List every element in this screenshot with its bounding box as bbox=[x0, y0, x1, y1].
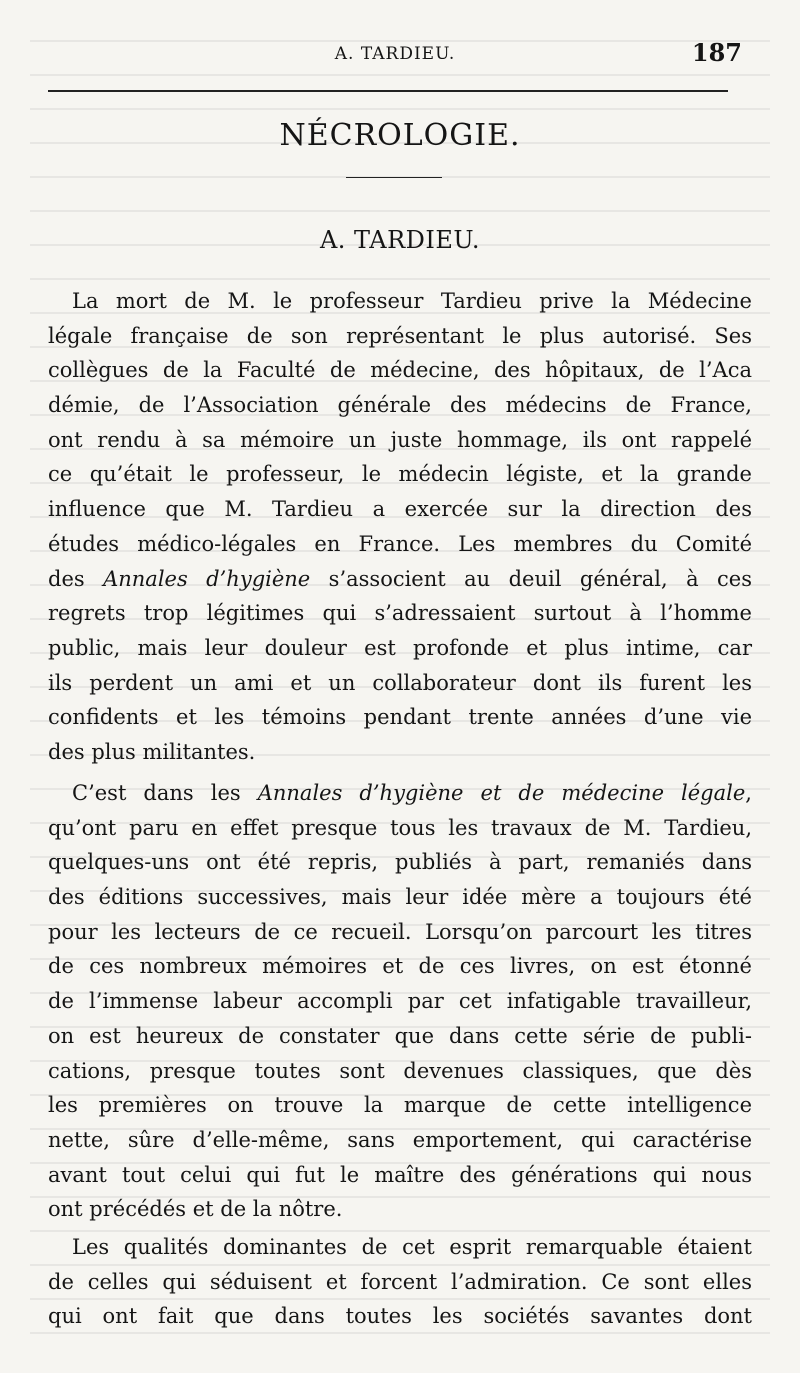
text-line: on est heureux de constater que dans cette série de publi- bbox=[48, 1023, 752, 1048]
text-line: confidents et les témoins pendant trente années d’une vie bbox=[48, 705, 752, 730]
running-title: A. TARDIEU. bbox=[334, 44, 456, 64]
text-line-italic-journal: des Annales d’hygiène s’associent au deuil général, à ces bbox=[48, 566, 752, 591]
text-line: La mort de M. le professeur Tardieu prive la Médecine bbox=[72, 289, 752, 313]
text-line-italic-journal: C’est dans les Annales d’hygiène et de médecine légale, bbox=[72, 781, 752, 805]
journal-title: Annales d’hygiène bbox=[103, 566, 311, 591]
journal-title: Annales d’hygiène et de médecine légale bbox=[257, 781, 746, 805]
text-line: Les qualités dominantes de cet esprit remarquable étaient bbox=[72, 1235, 752, 1259]
paragraph-2 bbox=[48, 776, 752, 1227]
text-line: quelques-uns ont été repris, publiés à part, remaniés dans bbox=[48, 850, 752, 875]
paragraph-1 bbox=[48, 284, 752, 770]
text-line: ce qu’était le professeur, le médecin légiste, et la grande bbox=[48, 462, 752, 487]
text-line: ont précédés et de la nôtre. bbox=[48, 1197, 343, 1222]
header-rule bbox=[48, 90, 728, 92]
text-line: pour les lecteurs de ce recueil. Lorsqu’on parcourt les titres bbox=[48, 919, 752, 944]
text-line: des plus militantes. bbox=[48, 739, 256, 764]
text-line: regrets trop légitimes qui s’adressaient surtout à l’homme bbox=[48, 601, 752, 626]
text-line: public, mais leur douleur est profonde et plus intime, car bbox=[48, 635, 752, 660]
text-line: de celles qui séduisent et forcent l’admiration. Ce sont elles bbox=[48, 1269, 752, 1294]
running-head bbox=[48, 38, 742, 78]
text-line: des éditions successives, mais leur idée mère a toujours été bbox=[48, 885, 752, 910]
text-line: légale française de son représentant le plus autorisé. Ses bbox=[48, 323, 752, 348]
text-line: études médico-légales en France. Les membres du Comité bbox=[48, 531, 752, 556]
text-line: collègues de la Faculté de médecine, des hôpitaux, de l’Aca bbox=[48, 358, 752, 383]
text-line: influence que M. Tardieu a exercée sur la direction des bbox=[48, 497, 752, 522]
article-subtitle: A. TARDIEU. bbox=[319, 226, 481, 254]
title-rule bbox=[346, 177, 442, 178]
section-title: NÉCROLOGIE. bbox=[279, 118, 521, 153]
text-line: qu’ont paru en effet presque tous les travaux de M. Tardieu, bbox=[48, 815, 752, 840]
text-line: de l’immense labeur accompli par cet infatigable travailleur, bbox=[48, 989, 752, 1014]
page-number: 187 bbox=[691, 38, 742, 67]
text-line: démie, de l’Association générale des médecins de France, bbox=[48, 393, 752, 418]
text-line: cations, presque toutes sont devenues classiques, que dès bbox=[48, 1058, 752, 1083]
text-line: ont rendu à sa mémoire un juste hommage, ils ont rappelé bbox=[48, 427, 752, 452]
text-line: qui ont fait que dans toutes les sociétés savantes dont bbox=[48, 1304, 752, 1329]
text-line: ils perdent un ami et un collaborateur dont ils furent les bbox=[48, 670, 752, 695]
text-line: de ces nombreux mémoires et de ces livres, on est étonné bbox=[48, 954, 752, 979]
paragraph-3 bbox=[48, 1230, 752, 1334]
text-line: avant tout celui qui fut le maître des générations qui nous bbox=[48, 1162, 752, 1187]
text-line: les premières on trouve la marque de cette intelligence bbox=[48, 1093, 752, 1118]
text-line: nette, sûre d’elle-même, sans emportement, qui caractérise bbox=[48, 1127, 752, 1152]
